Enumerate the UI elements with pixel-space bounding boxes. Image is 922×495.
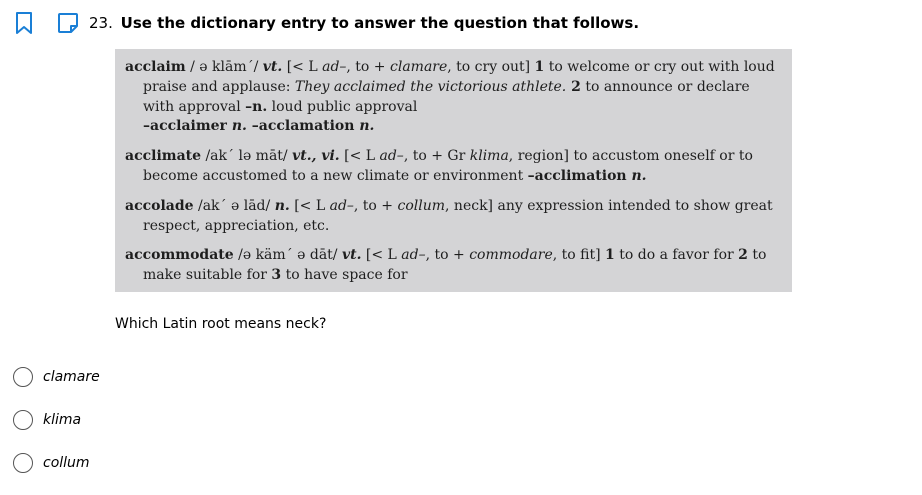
note-icon[interactable] — [57, 11, 79, 35]
part-of-speech: n. — [274, 197, 290, 214]
etymology-start: [< L — [361, 247, 402, 264]
definition-number: 1 — [605, 247, 615, 264]
etymology-start: [< L — [289, 197, 330, 214]
definition: any expression intended to show great respect, appreciation, etc. — [143, 197, 773, 234]
answer-choice-collum[interactable] — [13, 452, 100, 474]
definition: loud public approval — [267, 98, 418, 115]
pronunciation: / ə klām΄/ — [185, 59, 263, 75]
answer-label: collum — [43, 455, 90, 471]
question-number: 23. — [89, 14, 113, 32]
definition: to do a favor for — [614, 247, 739, 264]
etymology-start: [< L — [339, 148, 380, 165]
pronunciation: /ə käm΄ ə dāt/ — [233, 247, 342, 264]
definition: to announce or declare with approval — [143, 78, 750, 115]
example-sentence: They acclaimed the victorious athlete. — [294, 78, 567, 95]
etymology-end: , to cry out] — [447, 59, 535, 75]
dictionary-entry-acclimate — [125, 147, 780, 187]
definition: to make suitable for — [143, 247, 767, 284]
question-text: Which Latin root means neck? — [115, 316, 327, 332]
etymology-mid: , to + — [353, 197, 398, 214]
radio-button[interactable] — [13, 453, 33, 473]
part-of-speech: vt., vi. — [292, 148, 340, 165]
part-of-speech: n. — [631, 167, 647, 184]
pronunciation: /ak΄ ə lād/ — [193, 197, 275, 214]
definition: to welcome or cry out with loud praise and applause: — [143, 59, 775, 95]
etymology-prefix: ad– — [379, 148, 404, 165]
pronunciation: /ak΄ lə māt/ — [201, 148, 293, 165]
radio-button[interactable] — [13, 410, 33, 430]
headword: accolade — [125, 197, 194, 214]
definition-number: 3 — [271, 267, 282, 284]
etymology-mid: , to + — [425, 247, 470, 264]
part-of-speech: n. — [231, 118, 247, 135]
definition-number: 2 — [738, 247, 748, 264]
bookmark-icon[interactable] — [13, 11, 35, 35]
answer-choice-klima[interactable] — [13, 409, 100, 431]
dictionary-entry-box — [115, 49, 792, 292]
etymology-root: clamare — [390, 59, 448, 75]
radio-button[interactable] — [13, 367, 33, 387]
answer-label: klima — [43, 412, 82, 428]
definition-number: 2 — [566, 78, 581, 95]
etymology-end: , region] — [508, 148, 574, 165]
etymology-end: , neck] — [445, 197, 498, 214]
derived-word: –acclaimer — [143, 118, 232, 135]
definition: to accustom oneself or to become accustomed to a new climate or environment — [143, 148, 753, 184]
etymology-prefix: ad– — [329, 197, 354, 214]
dictionary-entry-acclaim — [125, 58, 780, 137]
derived-word: –acclamation — [246, 118, 360, 135]
etymology-root: klima — [469, 148, 509, 165]
dictionary-entry-accommodate — [125, 246, 780, 286]
noun-marker: –n. — [245, 98, 268, 115]
part-of-speech: vt. — [262, 59, 283, 75]
dictionary-entry-accolade — [125, 197, 780, 237]
derived-word: –acclimation — [527, 167, 632, 184]
etymology-start: [< L — [282, 59, 323, 75]
etymology-mid: , to + — [346, 59, 390, 75]
answer-label: clamare — [43, 369, 100, 385]
etymology-prefix: ad– — [401, 247, 426, 264]
definition-number: 1 — [534, 59, 545, 75]
part-of-speech: vt. — [341, 247, 362, 264]
etymology-mid: , to + Gr — [403, 148, 470, 165]
etymology-end: , to fit] — [552, 247, 606, 264]
headword: acclaim — [125, 59, 186, 75]
part-of-speech: n. — [359, 118, 375, 135]
question-header — [89, 14, 639, 32]
question-prompt: Use the dictionary entry to answer the question that follows. — [120, 14, 640, 32]
etymology-root: collum — [397, 197, 446, 214]
headword: accommodate — [125, 247, 234, 264]
etymology-prefix: ad– — [322, 59, 347, 75]
definition: to have space for — [281, 267, 408, 284]
answer-choice-clamare[interactable] — [13, 366, 100, 388]
question-toolbar — [13, 11, 79, 35]
headword: acclimate — [125, 148, 202, 165]
answer-choices — [13, 366, 100, 495]
etymology-root: commodare — [469, 247, 553, 264]
